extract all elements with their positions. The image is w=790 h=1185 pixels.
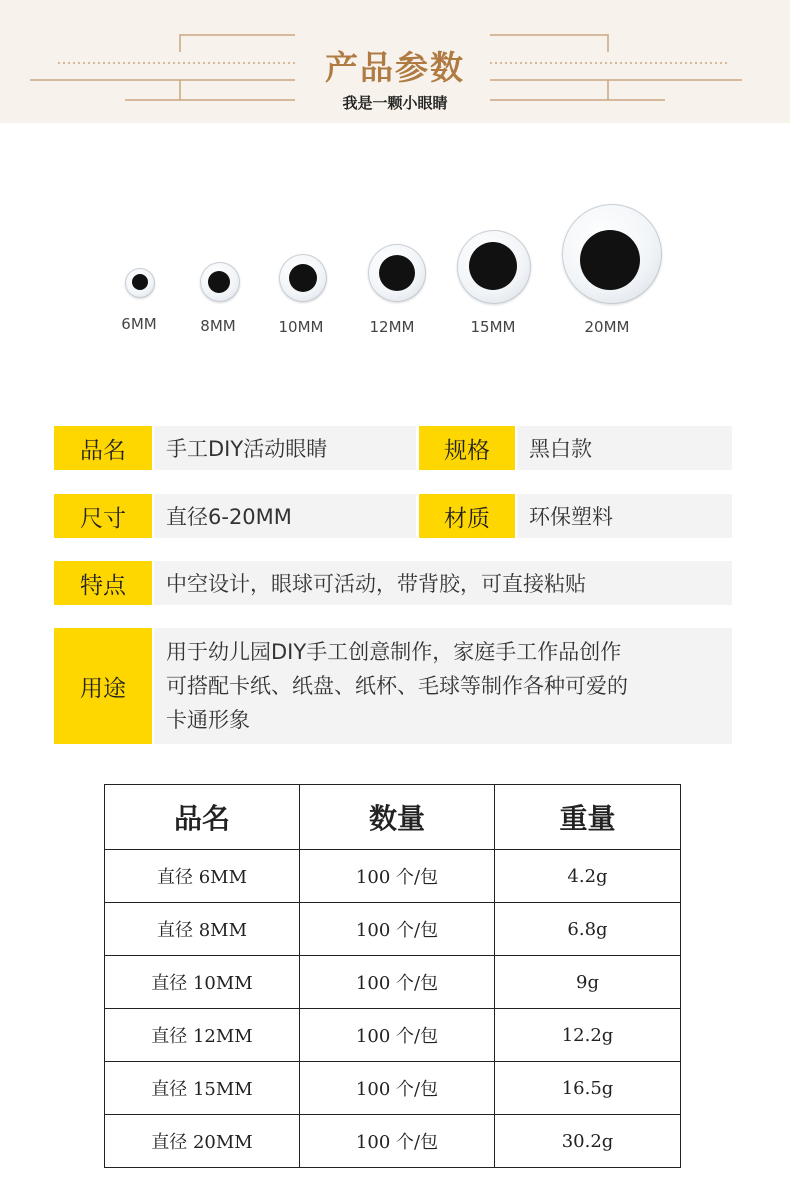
spec-key-material: 材质 (419, 494, 515, 538)
table-row (105, 1062, 681, 1115)
table-row (105, 956, 681, 1009)
eye-10mm-image (279, 254, 327, 302)
spec-val-usage (154, 628, 732, 744)
column-header: 重量 (495, 785, 681, 850)
table-cell: 12.2g (495, 1009, 681, 1062)
table-cell: 100 个/包 (300, 1009, 495, 1062)
spec-val-size: 直径6-20MM (154, 494, 416, 538)
table-row (105, 1009, 681, 1062)
eye-label: 12MM (369, 318, 415, 336)
eye-label: 10MM (278, 318, 324, 336)
eye-label: 8MM (200, 317, 236, 335)
eye-label: 6MM (121, 315, 157, 333)
table-header-row (105, 785, 681, 850)
eye-label: 15MM (470, 318, 516, 336)
table-row (105, 850, 681, 903)
column-header: 品名 (105, 785, 300, 850)
table-cell: 30.2g (495, 1115, 681, 1168)
table-cell: 直径 20MM (105, 1115, 300, 1168)
eye-6mm-image (125, 268, 155, 298)
page-title: 产品参数 (325, 48, 465, 87)
spec-val-name: 手工DIY活动眼睛 (154, 426, 416, 470)
eye-8mm-image (200, 262, 240, 302)
spec-val-material: 环保塑料 (517, 494, 732, 538)
table-cell: 直径 6MM (105, 850, 300, 903)
table-cell: 100 个/包 (300, 850, 495, 903)
table-cell: 直径 15MM (105, 1062, 300, 1115)
table-cell: 直径 10MM (105, 956, 300, 1009)
table-cell: 100 个/包 (300, 956, 495, 1009)
size-weight-table (104, 784, 681, 1168)
table-cell: 100 个/包 (300, 1115, 495, 1168)
table-cell: 100 个/包 (300, 1062, 495, 1115)
table-cell: 6.8g (495, 903, 681, 956)
table-cell: 16.5g (495, 1062, 681, 1115)
eye-15mm-image (457, 230, 531, 304)
eye-20mm-image (562, 204, 662, 304)
eye-12mm-image (368, 244, 426, 302)
table-row (105, 903, 681, 956)
usage-line: 用于幼儿园DIY手工创意制作，家庭手工作品创作 (166, 640, 622, 664)
page-subtitle: 我是一颗小眼睛 (342, 94, 448, 112)
table-cell: 直径 12MM (105, 1009, 300, 1062)
header-banner (0, 0, 790, 123)
spec-val-spec: 黑白款 (517, 426, 732, 470)
table-cell: 100 个/包 (300, 903, 495, 956)
spec-key-name: 品名 (54, 426, 152, 470)
spec-key-size: 尺寸 (54, 494, 152, 538)
table-row (105, 1115, 681, 1168)
table-cell: 直径 8MM (105, 903, 300, 956)
table-cell: 9g (495, 956, 681, 1009)
eye-label: 20MM (584, 318, 630, 336)
spec-val-feature: 中空设计，眼球可活动，带背胶，可直接粘贴 (154, 561, 732, 605)
spec-key-spec: 规格 (419, 426, 515, 470)
column-header: 数量 (300, 785, 495, 850)
spec-key-feature: 特点 (54, 561, 152, 605)
table-cell: 4.2g (495, 850, 681, 903)
usage-line: 卡通形象 (166, 708, 250, 732)
eye-size-illustration (0, 190, 790, 350)
spec-key-usage: 用途 (54, 628, 152, 744)
usage-line: 可搭配卡纸、纸盘、纸杯、毛球等制作各种可爱的 (166, 674, 628, 698)
